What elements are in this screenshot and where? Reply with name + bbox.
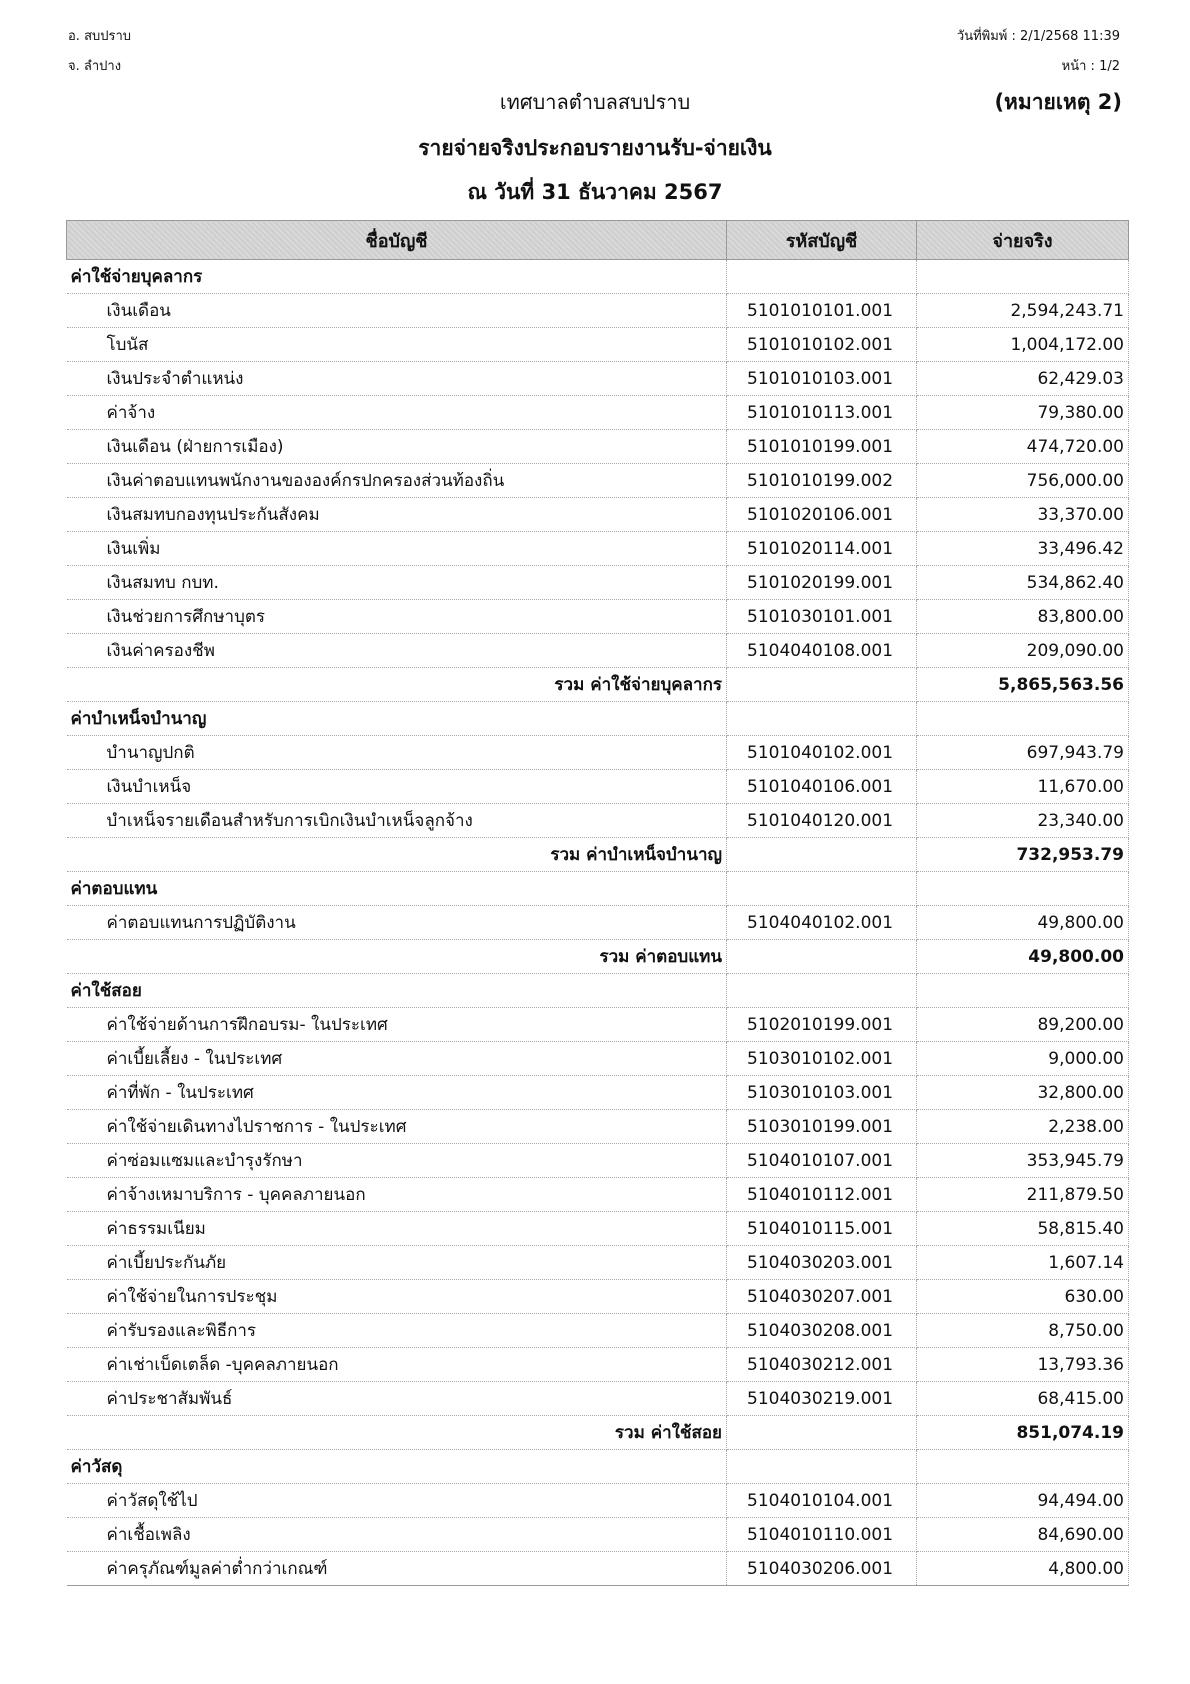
category-row: [67, 974, 1129, 1008]
account-code-cell: 5104030207.001: [727, 1280, 917, 1314]
table-row: [67, 464, 1129, 498]
amount-cell: [917, 1450, 1129, 1484]
account-code-cell: 5101040106.001: [727, 770, 917, 804]
report-date: ณ วันที่ 31 ธันวาคม 2567: [467, 180, 723, 204]
account-name-cell: เงินค่าตอบแทนพนักงานขององค์กรปกครองส่วนท้องถิ่น: [67, 464, 727, 498]
table-header-row: [67, 221, 1129, 260]
table-row: [67, 430, 1129, 464]
account-name-cell: เงินเพิ่ม: [67, 532, 727, 566]
amount-cell: [917, 702, 1129, 736]
account-code-cell: 5104010110.001: [727, 1518, 917, 1552]
account-name-cell: ค่าตอบแทน: [67, 872, 727, 906]
account-code-cell: [727, 872, 917, 906]
amount-cell: [917, 872, 1129, 906]
account-name-cell: เงินบำเหน็จ: [67, 770, 727, 804]
amount-cell: 94,494.00: [917, 1484, 1129, 1518]
table-row: [67, 1212, 1129, 1246]
amount-cell: 89,200.00: [917, 1008, 1129, 1042]
category-row: [67, 260, 1129, 294]
amount-cell: 79,380.00: [917, 396, 1129, 430]
account-code-cell: 5101010199.002: [727, 464, 917, 498]
account-code-cell: 5104030219.001: [727, 1382, 917, 1416]
amount-cell: 2,238.00: [917, 1110, 1129, 1144]
table-row: [67, 1076, 1129, 1110]
table-row: [67, 634, 1129, 668]
account-code-cell: 5101010102.001: [727, 328, 917, 362]
expense-table: [66, 220, 1129, 1586]
account-name-cell: บำเหน็จรายเดือนสำหรับการเบิกเงินบำเหน็จลูกจ้าง: [67, 804, 727, 838]
amount-cell: 9,000.00: [917, 1042, 1129, 1076]
account-name-cell: บำนาญปกติ: [67, 736, 727, 770]
amount-cell: 2,594,243.71: [917, 294, 1129, 328]
account-code-cell: 5103010103.001: [727, 1076, 917, 1110]
account-name-cell: ค่าซ่อมแซมและบำรุงรักษา: [67, 1144, 727, 1178]
account-name-cell: ค่าวัสดุใช้ไป: [67, 1484, 727, 1518]
table-row: [67, 736, 1129, 770]
account-name-cell: ค่าใช้จ่ายบุคลากร: [67, 260, 727, 294]
table-row: [67, 1314, 1129, 1348]
amount-cell: [917, 974, 1129, 1008]
amount-cell: 83,800.00: [917, 600, 1129, 634]
column-header-actual-paid: จ่ายจริง: [917, 221, 1129, 260]
table-row: [67, 1382, 1129, 1416]
amount-cell: 13,793.36: [917, 1348, 1129, 1382]
account-code-cell: [727, 940, 917, 974]
table-row: [67, 770, 1129, 804]
page-number: หน้า : 1/2: [1061, 59, 1120, 74]
account-code-cell: [727, 1416, 917, 1450]
table-row: [67, 396, 1129, 430]
subtotal-row: [67, 838, 1129, 872]
amount-cell: 49,800.00: [917, 906, 1129, 940]
account-code-cell: 5103010102.001: [727, 1042, 917, 1076]
amount-cell: 8,750.00: [917, 1314, 1129, 1348]
account-code-cell: 5101010199.001: [727, 430, 917, 464]
amount-cell: 23,340.00: [917, 804, 1129, 838]
account-name-cell: รวม ค่าบำเหน็จบำนาญ: [67, 838, 727, 872]
account-code-cell: 5101040102.001: [727, 736, 917, 770]
account-name-cell: ค่าเช่าเบ็ดเตล็ด -บุคคลภายนอก: [67, 1348, 727, 1382]
table-row: [67, 1110, 1129, 1144]
table-row: [67, 1008, 1129, 1042]
account-name-cell: ค่าจ้าง: [67, 396, 727, 430]
amount-cell: 211,879.50: [917, 1178, 1129, 1212]
account-name-cell: ค่ารับรองและพิธีการ: [67, 1314, 727, 1348]
table-row: [67, 906, 1129, 940]
header-right: [957, 22, 1120, 82]
amount-cell: 534,862.40: [917, 566, 1129, 600]
account-name-cell: ค่าใช้สอย: [67, 974, 727, 1008]
account-code-cell: 5101030101.001: [727, 600, 917, 634]
account-name-cell: รวม ค่าใช้สอย: [67, 1416, 727, 1450]
account-code-cell: 5104040102.001: [727, 906, 917, 940]
header-left: [68, 22, 131, 82]
table-row: [67, 1280, 1129, 1314]
account-code-cell: 5101020199.001: [727, 566, 917, 600]
district-label: อ. สบปราบ: [68, 29, 132, 44]
amount-cell: 62,429.03: [917, 362, 1129, 396]
account-name-cell: เงินช่วยการศึกษาบุตร: [67, 600, 727, 634]
table-row: [67, 1042, 1129, 1076]
account-code-cell: 5104040108.001: [727, 634, 917, 668]
account-name-cell: ค่าใช้จ่ายในการประชุม: [67, 1280, 727, 1314]
amount-cell: 474,720.00: [917, 430, 1129, 464]
amount-cell: 84,690.00: [917, 1518, 1129, 1552]
amount-cell: 33,496.42: [917, 532, 1129, 566]
subtotal-row: [67, 940, 1129, 974]
table-row: [67, 362, 1129, 396]
amount-cell: 1,607.14: [917, 1246, 1129, 1280]
amount-cell: 32,800.00: [917, 1076, 1129, 1110]
account-code-cell: 5101010103.001: [727, 362, 917, 396]
table-row: [67, 804, 1129, 838]
account-code-cell: 5104030212.001: [727, 1348, 917, 1382]
account-code-cell: 5104010115.001: [727, 1212, 917, 1246]
account-code-cell: 5101020114.001: [727, 532, 917, 566]
account-name-cell: ค่าจ้างเหมาบริการ - บุคคลภายนอก: [67, 1178, 727, 1212]
amount-cell: 58,815.40: [917, 1212, 1129, 1246]
account-name-cell: เงินค่าครองชีพ: [67, 634, 727, 668]
account-name-cell: รวม ค่าใช้จ่ายบุคลากร: [67, 668, 727, 702]
amount-cell: [917, 260, 1129, 294]
account-name-cell: ค่าเบี้ยประกันภัย: [67, 1246, 727, 1280]
category-row: [67, 1450, 1129, 1484]
account-name-cell: ค่าประชาสัมพันธ์: [67, 1382, 727, 1416]
account-name-cell: เงินสมทบ กบท.: [67, 566, 727, 600]
table-row: [67, 566, 1129, 600]
subtotal-row: [67, 1416, 1129, 1450]
table-row: [67, 1348, 1129, 1382]
amount-cell: 49,800.00: [917, 940, 1129, 974]
account-name-cell: โบนัส: [67, 328, 727, 362]
amount-cell: 5,865,563.56: [917, 668, 1129, 702]
amount-cell: 353,945.79: [917, 1144, 1129, 1178]
account-name-cell: ค่าตอบแทนการปฏิบัติงาน: [67, 906, 727, 940]
amount-cell: 68,415.00: [917, 1382, 1129, 1416]
account-name-cell: เงินประจำตำแหน่ง: [67, 362, 727, 396]
account-name-cell: ค่าธรรมเนียม: [67, 1212, 727, 1246]
account-code-cell: [727, 974, 917, 1008]
province-label: จ. ลำปาง: [68, 59, 122, 74]
account-code-cell: 5101010101.001: [727, 294, 917, 328]
table-row: [67, 600, 1129, 634]
account-name-cell: รวม ค่าตอบแทน: [67, 940, 727, 974]
account-code-cell: 5101040120.001: [727, 804, 917, 838]
amount-cell: 33,370.00: [917, 498, 1129, 532]
account-name-cell: เงินสมทบกองทุนประกันสังคม: [67, 498, 727, 532]
account-name-cell: ค่าใช้จ่ายด้านการฝึกอบรม- ในประเทศ: [67, 1008, 727, 1042]
account-name-cell: ค่าครุภัณฑ์มูลค่าต่ำกว่าเกณฑ์: [67, 1552, 727, 1586]
note-label: (หมายเหตุ 2): [994, 90, 1122, 114]
account-name-cell: เงินเดือน (ฝ่ายการเมือง): [67, 430, 727, 464]
account-code-cell: 5104030206.001: [727, 1552, 917, 1586]
account-code-cell: 5102010199.001: [727, 1008, 917, 1042]
print-date: วันที่พิมพ์ : 2/1/2568 11:39: [956, 29, 1120, 44]
account-name-cell: ค่าใช้จ่ายเดินทางไปราชการ - ในประเทศ: [67, 1110, 727, 1144]
table-row: [67, 532, 1129, 566]
amount-cell: 697,943.79: [917, 736, 1129, 770]
table-row: [67, 1518, 1129, 1552]
category-row: [67, 872, 1129, 906]
account-code-cell: [727, 260, 917, 294]
table-row: [67, 1484, 1129, 1518]
account-code-cell: 5104010107.001: [727, 1144, 917, 1178]
amount-cell: 732,953.79: [917, 838, 1129, 872]
account-name-cell: เงินเดือน: [67, 294, 727, 328]
table-row: [67, 1144, 1129, 1178]
account-code-cell: [727, 702, 917, 736]
account-code-cell: 5104030208.001: [727, 1314, 917, 1348]
account-code-cell: 5103010199.001: [727, 1110, 917, 1144]
report-title: รายจ่ายจริงประกอบรายงานรับ-จ่ายเงิน: [418, 136, 772, 160]
account-code-cell: 5101020106.001: [727, 498, 917, 532]
amount-cell: 209,090.00: [917, 634, 1129, 668]
amount-cell: 630.00: [917, 1280, 1129, 1314]
column-header-account-code: รหัสบัญชี: [727, 221, 917, 260]
amount-cell: 1,004,172.00: [917, 328, 1129, 362]
subtotal-row: [67, 668, 1129, 702]
organization-name: เทศบาลตำบลสบปราบ: [499, 90, 691, 114]
amount-cell: 4,800.00: [917, 1552, 1129, 1586]
account-code-cell: 5101010113.001: [727, 396, 917, 430]
account-code-cell: 5104030203.001: [727, 1246, 917, 1280]
table-row: [67, 328, 1129, 362]
account-name-cell: ค่าเบี้ยเลี้ยง - ในประเทศ: [67, 1042, 727, 1076]
account-code-cell: [727, 668, 917, 702]
account-name-cell: ค่าวัสดุ: [67, 1450, 727, 1484]
account-code-cell: [727, 838, 917, 872]
account-code-cell: 5104010112.001: [727, 1178, 917, 1212]
table-row: [67, 1552, 1129, 1586]
account-name-cell: ค่าที่พัก - ในประเทศ: [67, 1076, 727, 1110]
account-code-cell: [727, 1450, 917, 1484]
account-name-cell: ค่าบำเหน็จบำนาญ: [67, 702, 727, 736]
account-name-cell: ค่าเชื้อเพลิง: [67, 1518, 727, 1552]
amount-cell: 756,000.00: [917, 464, 1129, 498]
category-row: [67, 702, 1129, 736]
amount-cell: 851,074.19: [917, 1416, 1129, 1450]
table-row: [67, 498, 1129, 532]
table-row: [67, 294, 1129, 328]
account-code-cell: 5104010104.001: [727, 1484, 917, 1518]
column-header-account-name: ชื่อบัญชี: [67, 221, 727, 260]
amount-cell: 11,670.00: [917, 770, 1129, 804]
table-row: [67, 1246, 1129, 1280]
table-row: [67, 1178, 1129, 1212]
